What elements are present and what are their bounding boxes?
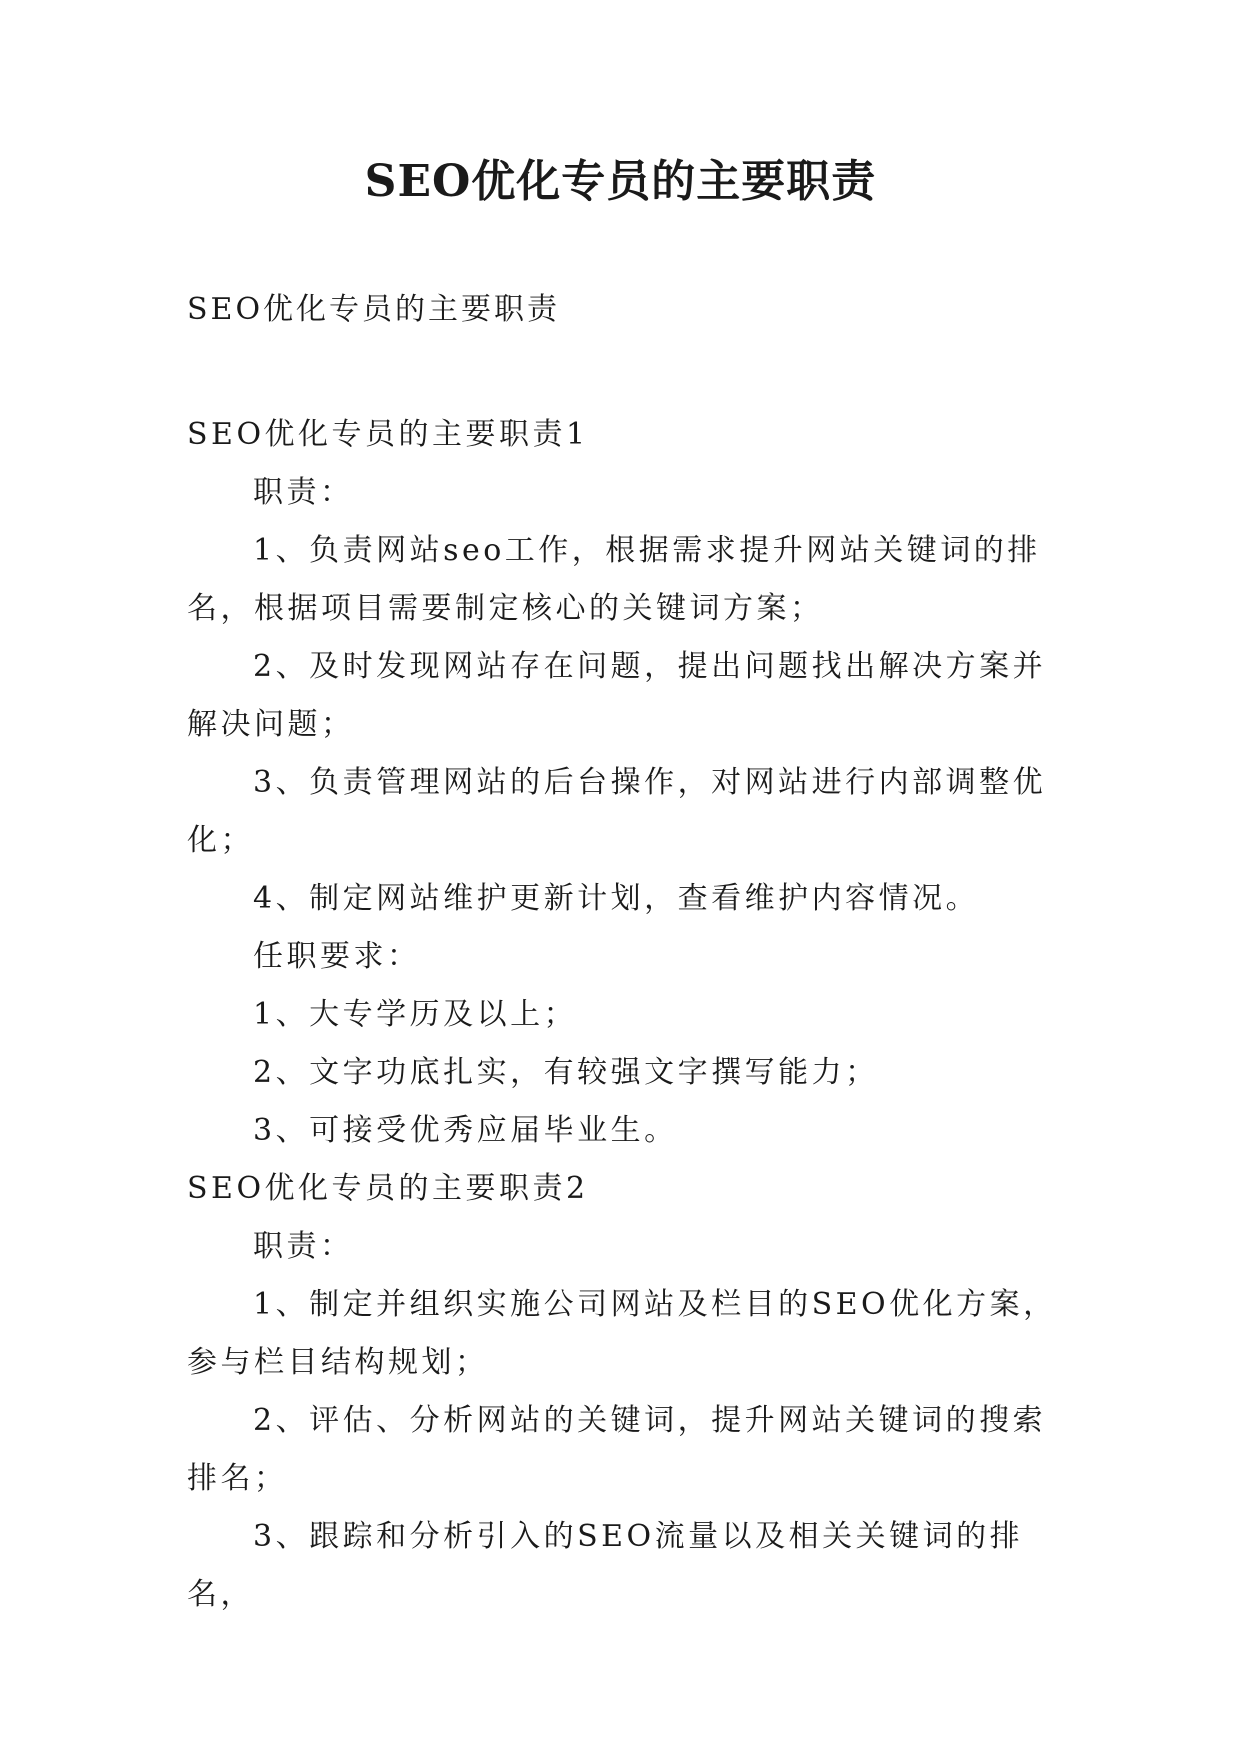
paragraph: 2、文字功底扎实，有较强文字撰写能力； xyxy=(253,1055,879,1090)
paragraph: 职责： xyxy=(253,1229,354,1264)
paragraph: 3、跟踪和分析引入的SEO流量以及相关关键词的排名， xyxy=(187,1519,1024,1612)
paragraph: 职责： xyxy=(253,475,354,510)
paragraph: 3、负责管理网站的后台操作，对网站进行内部调整优化； xyxy=(187,765,1047,858)
section-heading: SEO优化专员的主要职责2 xyxy=(187,1171,589,1206)
paragraph: 3、可接受优秀应届毕业生。 xyxy=(253,1113,678,1148)
paragraph: 2、评估、分析网站的关键词，提升网站关键词的搜索排名； xyxy=(187,1403,1047,1496)
paragraph: 1、负责网站seo工作，根据需求提升网站关键词的排名，根据项目需要制定核心的关键词方案； xyxy=(187,533,1041,626)
paragraph: 1、大专学历及以上； xyxy=(253,997,578,1032)
paragraph: 任职要求： xyxy=(253,939,421,974)
paragraph: 2、及时发现网站存在问题，提出问题找出解决方案并解决问题； xyxy=(187,649,1047,742)
paragraph: 1、制定并组织实施公司网站及栏目的SEO优化方案，参与栏目结构规划； xyxy=(187,1287,1057,1380)
document-subtitle: SEO优化专员的主要职责 xyxy=(187,292,561,327)
paragraph: 4、制定网站维护更新计划，查看维护内容情况。 xyxy=(253,881,980,916)
document-body xyxy=(187,406,1057,1624)
document-title: SEO优化专员的主要职责 xyxy=(364,156,877,207)
section-heading: SEO优化专员的主要职责1 xyxy=(187,417,589,452)
